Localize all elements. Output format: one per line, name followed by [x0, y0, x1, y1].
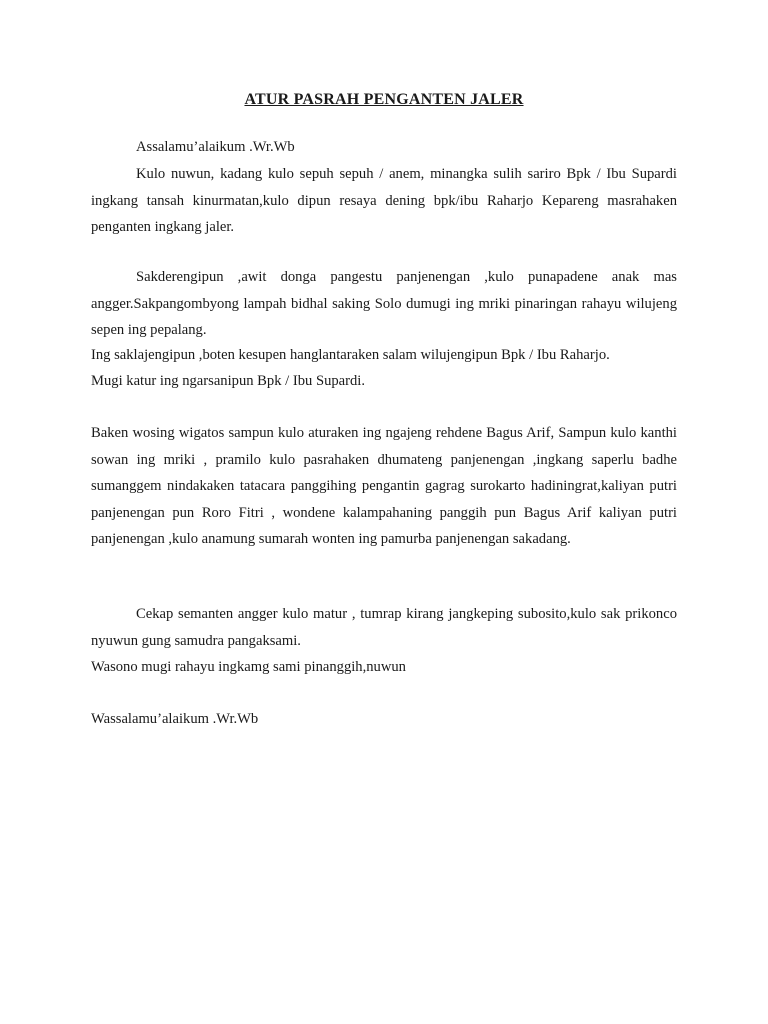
paragraph-2: Sakderengipun ,awit donga pangestu panjenengan ,kulo punapadene anak mas angger.Sakpangombyong lampah bidhal saking Solo dumugi ing mriki pinaringan rahayu wilujeng sepen ing pepalang.	[91, 269, 677, 338]
paragraph-4-line-2: Wasono mugi rahayu ingkamg sami pinanggih,nuwun	[91, 659, 406, 675]
paragraph-1: Kulo nuwun, kadang kulo sepuh sepuh / anem, minangka sulih sariro Bpk / Ibu Supardi ingkang tansah kinurmatan,kulo dipun resaya dening bpk/ibu Raharjo Kepareng masrahaken penganten ingkang jaler.	[91, 166, 677, 235]
paragraph-2-line-2: Ing saklajengipun ,boten kesupen hanglantaraken salam wilujengipun Bpk / Ibu Raharjo.	[91, 347, 610, 363]
paragraph-3: Baken wosing wigatos sampun kulo aturaken ing ngajeng rehdene Bagus Arif, Sampun kulo kanthi sowan ing mriki , pramilo kulo pasrahaken dhumateng panjenengan ,ingkang saperlu badhe sumanggem nindakaken tatacara panggihing pengantin gagrag surokarto hadiningrat,kaliyan putri panjenengan pun Roro Fitri , wondene kalampahaning panggih pun Bagus Arif kaliyan putri panjenengan ,kulo anamung sumarah wonten ing pamurba panjenengan sakadang.	[91, 425, 677, 547]
paragraph-2-line-3: Mugi katur ing ngarsanipun Bpk / Ibu Supardi.	[91, 373, 366, 389]
closing-text: Wassalamu’alaikum .Wr.Wb	[91, 711, 259, 727]
greeting-text: Assalamu’alaikum .Wr.Wb	[136, 139, 295, 155]
document-title: ATUR PASRAH PENGANTEN JALER	[244, 91, 524, 108]
paragraph-4: Cekap semanten angger kulo matur , tumrap kirang jangkeping subosito,kulo sak prikonco nyuwun gung samudra pangaksami.	[91, 606, 677, 649]
